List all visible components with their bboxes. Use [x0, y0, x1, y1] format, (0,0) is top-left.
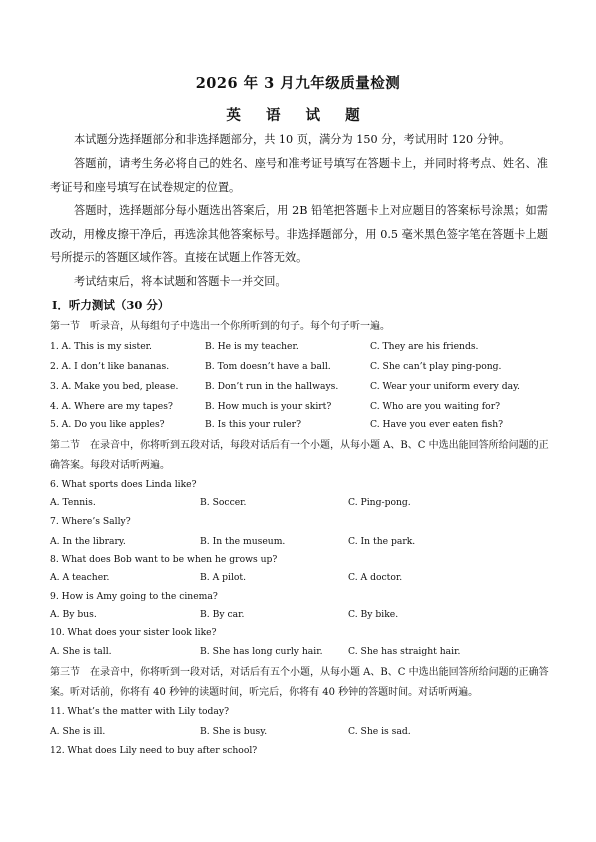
part3-intro: 第三节 在录音中，你将听到一段对话，对话后有五个小题，从每小题 A、B、C 中选出能回答所给问题的正确答案。听对话前，你将有 40 秒钟的读题时间，听完后，你将有 40 秒钟的答题时间。对话听两遍。 [50, 667, 549, 698]
option-b: B. She has long curly hair. [200, 646, 323, 657]
option-c: C. Who are you waiting for? [370, 401, 501, 412]
question-11: 11. What’s the matter with Lily today? [50, 706, 230, 717]
exam-title: 2026 年 3 月九年级质量检测 [195, 75, 401, 92]
option-a: A. Tennis. [50, 497, 96, 508]
question-8: 8. What does Bob want to be when he grows up? [50, 554, 278, 565]
option-b: B. In the museum. [200, 536, 286, 547]
question-7: 7. Where’s Sally? [50, 516, 131, 527]
option-b: B. How much is your skirt? [205, 401, 332, 412]
option-a: 3. A. Make you bed, please. [50, 381, 179, 392]
option-c: C. Ping-pong. [348, 497, 411, 508]
part1-item-3 [50, 381, 550, 399]
option-c: C. She can’t play ping-pong. [370, 361, 502, 372]
option-c: C. Have you ever eaten fish? [370, 419, 504, 430]
part2-intro: 第二节 在录音中，你将听到五段对话，每段对话后有一个小题，从每小题 A、B、C 中选出能回答所给问题的正确答案。每段对话听两遍。 [50, 440, 549, 471]
option-a: A. By bus. [50, 609, 97, 620]
option-b: B. She is busy. [200, 726, 268, 737]
option-a: A. A teacher. [50, 572, 110, 583]
instruction-paragraph-1: 本试题分选择题部分和非选择题部分，共 10 页，满分为 150 分，考试用时 120 分钟。 [74, 133, 511, 146]
option-a: A. She is ill. [50, 726, 106, 737]
instruction-paragraph-4: 考试结束后，将本试题和答题卡一并交回。 [74, 275, 287, 288]
option-c: C. A doctor. [348, 572, 403, 583]
option-b: B. Is this your ruler? [205, 419, 301, 430]
question-9: 9. How is Amy going to the cinema? [50, 591, 218, 602]
part1-item-5 [50, 419, 550, 437]
option-b: B. Don’t run in the hallways. [205, 381, 339, 392]
question-9-options [50, 609, 550, 627]
question-10: 10. What does your sister look like? [50, 627, 217, 638]
option-b: B. Soccer. [200, 497, 247, 508]
question-6: 6. What sports does Linda like? [50, 479, 197, 490]
instruction-paragraph-3: 答题时，选择题部分每小题选出答案后，用 2B 铅笔把答题卡上对应题目的答案标号涂黑；如需改动，用橡皮擦干净后，再选涂其他答案标号。非选择题部分，用 0.5 毫米黑色签字笔在答题卡上题号所提示的答题区域作答。直接在试题上作答无效。 [50, 204, 548, 264]
option-b: B. He is my teacher. [205, 341, 299, 352]
question-12: 12. What does Lily need to buy after school? [50, 745, 258, 756]
option-a: 2. A. I don’t like bananas. [50, 361, 170, 372]
option-c: C. She has straight hair. [348, 646, 461, 657]
part1-item-2 [50, 361, 550, 379]
section-heading-listening: Ⅰ．听力测试（30 分） [52, 298, 170, 312]
option-c: C. Wear your uniform every day. [370, 381, 520, 392]
option-b: B. Tom doesn’t have a ball. [205, 361, 331, 372]
exam-subtitle: 英 语 试 题 [226, 107, 370, 124]
part1-item-4 [50, 401, 550, 419]
question-6-options [50, 497, 550, 515]
question-8-options [50, 572, 550, 590]
option-c: C. In the park. [348, 536, 416, 547]
option-a: A. In the library. [50, 536, 126, 547]
question-10-options [50, 646, 550, 664]
part1-item-1 [50, 341, 550, 359]
option-a: 5. A. Do you like apples? [50, 419, 165, 430]
option-c: C. She is sad. [348, 726, 411, 737]
option-a: A. She is tall. [50, 646, 112, 657]
option-a: 1. A. This is my sister. [50, 341, 152, 352]
option-b: B. By car. [200, 609, 245, 620]
question-7-options [50, 536, 550, 554]
part1-intro: 第一节 听录音，从每组句子中选出一个你所听到的句子。每个句子听一遍。 [50, 321, 390, 332]
instruction-paragraph-2: 答题前，请考生务必将自己的姓名、座号和准考证号填写在答题卡上，并同时将考点、姓名、准考证号和座号填写在试卷规定的位置。 [50, 157, 548, 194]
question-11-options [50, 726, 550, 744]
option-c: C. They are his friends. [370, 341, 479, 352]
option-a: 4. A. Where are my tapes? [50, 401, 173, 412]
option-b: B. A pilot. [200, 572, 247, 583]
option-c: C. By bike. [348, 609, 399, 620]
